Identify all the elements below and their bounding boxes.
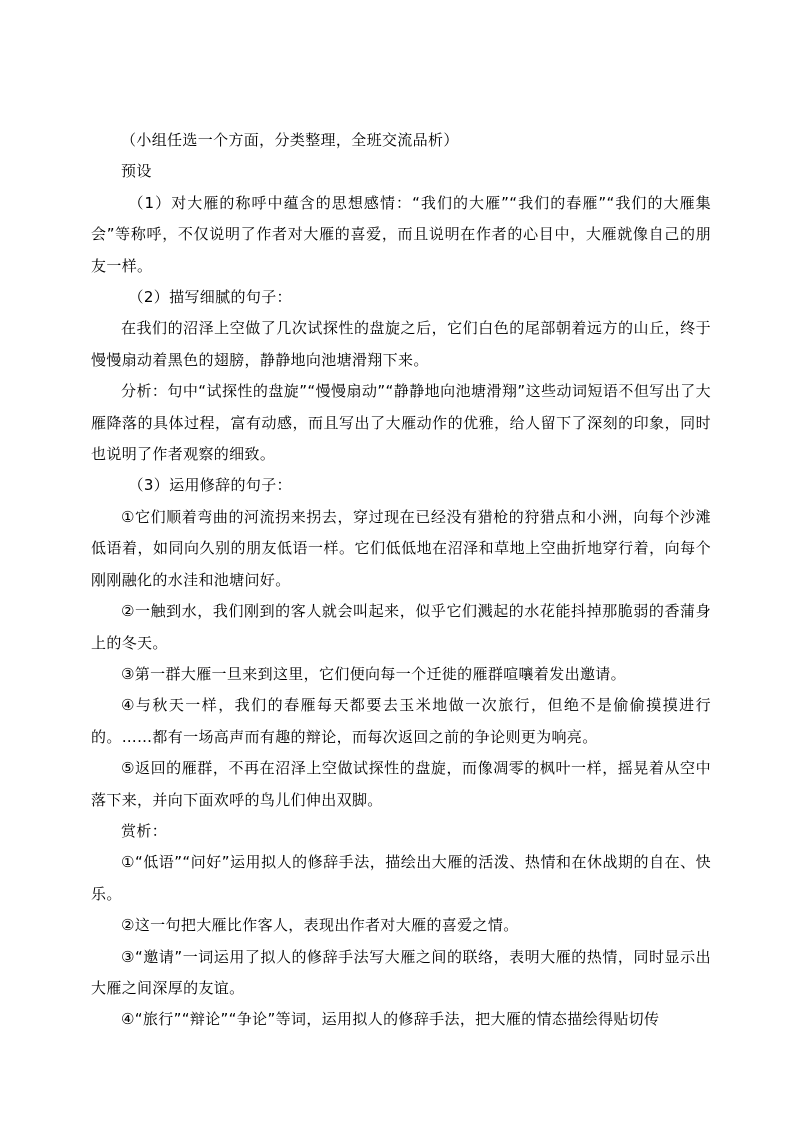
rhetoric-sentence-2: ②一触到水，我们刚到的客人就会叫起来，似乎它们溅起的水花能抖掉那脆弱的香蒲身上的冬天。 bbox=[91, 602, 711, 652]
point-3-heading: （3）运用修辞的句子： bbox=[128, 476, 292, 495]
task-instruction: （小组任选一个方面，分类整理，全班交流品析） bbox=[121, 131, 459, 149]
appreciation-3: ③“邀请”一词运用了拟人的修辞手法写大雁之间的联络，表明大雁的热情，同时显示出大雁之间深厚的友谊。 bbox=[91, 947, 711, 997]
rhetoric-sentence-3: ③第一群大雁一旦来到这里，它们便向每一个迁徙的雁群喧嚷着发出邀请。 bbox=[121, 664, 627, 683]
rhetoric-sentence-4: ④与秋天一样，我们的春雁每天都要去玉米地做一次旅行，但绝不是偷偷摸摸进行的。……都有一场高声而有趣的辩论，而每次返回之前的争论则更为响亮。 bbox=[91, 696, 711, 746]
preset-heading: 预设 bbox=[121, 162, 152, 181]
rhetoric-sentence-1: ①它们顺着弯曲的河流拐来拐去，穿过现在已经没有猎枪的狩猎点和小洲，向每个沙滩低语着，如同向久别的朋友低语一样。它们低低地在沼泽和草地上空曲折地穿行着，向每个刚刚融化的水洼和池塘问好。 bbox=[91, 507, 711, 589]
rhetoric-sentence-5: ⑤返回的雁群，不再在沼泽上空做试探性的盘旋，而像凋零的枫叶一样，摇晃着从空中落下来，并向下面欢呼的鸟儿们伸出双脚。 bbox=[91, 759, 711, 809]
document-body bbox=[91, 125, 711, 1036]
point-1-address-emotion: （1）对大雁的称呼中蕴含的思想感情：“我们的大雁”“我们的春雁”“我们的大雁集会”等称呼，不仅说明了作者对大雁的喜爱，而且说明在作者的心目中，大雁就像自己的朋友一样。 bbox=[91, 193, 711, 275]
point-2-analysis: 分析：句中“试探性的盘旋”“慢慢扇动”“静静地向池塘滑翔”这些动词短语不但写出了大雁降落的具体过程，富有动感，而且写出了大雁动作的优雅，给人留下了深刻的印象，同时也说明了作者观察的细致。 bbox=[91, 382, 711, 464]
appreciation-1: ①“低语”“问好”运用拟人的修辞手法，描绘出大雁的活泼、热情和在休战期的自在、快乐。 bbox=[91, 853, 711, 903]
appreciation-4: ④“旅行”“辩论”“争论”等词，运用拟人的修辞手法，把大雁的情态描绘得贴切传 bbox=[121, 1010, 660, 1029]
point-2-quote: 在我们的沼泽上空做了几次试探性的盘旋之后，它们白色的尾部朝着远方的山丘，终于慢慢扇动着黑色的翅膀，静静地向池塘滑翔下来。 bbox=[91, 319, 711, 369]
appreciation-heading: 赏析： bbox=[121, 821, 168, 840]
appreciation-2: ②这一句把大雁比作客人，表现出作者对大雁的喜爱之情。 bbox=[121, 916, 519, 935]
point-2-heading: （2）描写细腻的句子： bbox=[128, 288, 292, 307]
